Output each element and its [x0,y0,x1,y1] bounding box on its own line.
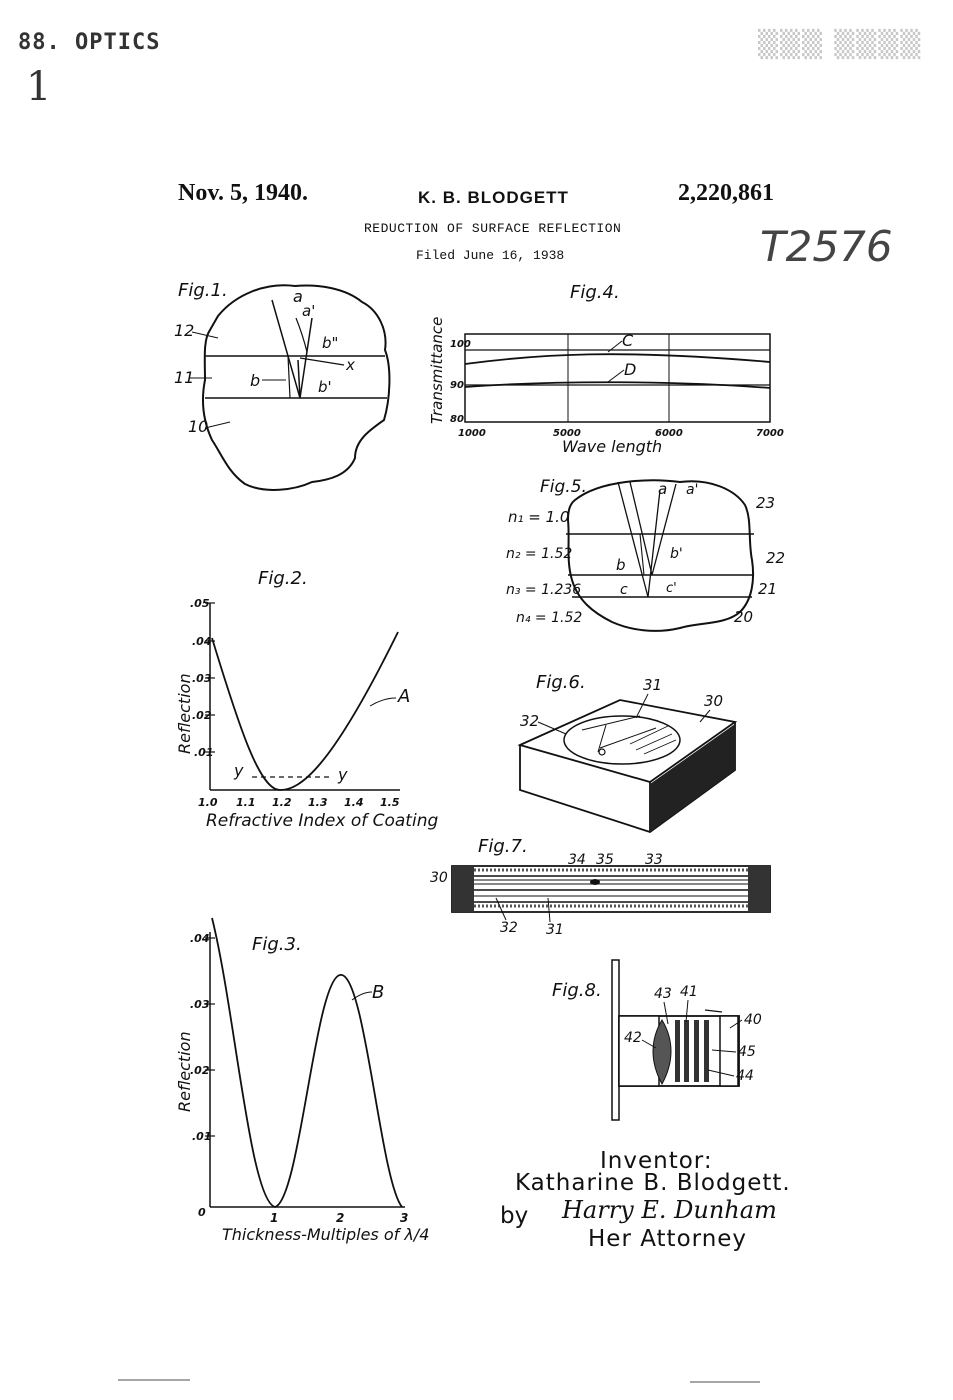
fig5-n4: n₄ = 1.52 [516,610,583,626]
fig7-label: Fig.7. [478,836,528,857]
patent-number: 2,220,861 [678,180,774,206]
fig4-xtick-5000: 5000 [553,428,581,439]
fig1-outline [203,285,389,490]
fig3-ytick-02: .02 [190,1064,210,1077]
fig2-xtick-1.3: 1.3 [308,796,328,809]
fig4-label: Fig.4. [570,282,620,303]
fig8-ref-42: 42 [624,1030,642,1046]
fig4-ylabel: Transmittance [428,316,446,424]
fig3 [175,918,429,1244]
inventor-label: Inventor: [600,1148,713,1174]
fig2-ytick-01: .01 [194,746,214,759]
fig3-curve-B [212,918,402,1207]
fig3-label-B: B [372,982,385,1003]
fig7-ref-35: 35 [596,852,614,868]
fig1-ref-10: 10 [188,417,209,436]
fig1-ray-b-prime: b' [318,378,332,396]
fig7 [430,836,770,938]
fig4-xlabel: Wave length [562,437,663,456]
fig1-ray-b-dprime: b" [322,334,339,352]
fig7-ref-32: 32 [500,920,518,936]
filed-date: Filed June 16, 1938 [416,248,565,263]
attorney-role: Her Attorney [588,1226,748,1252]
fig1-ray-a-prime: a' [302,302,316,320]
fig4-ytick-80: 80 [450,414,464,425]
fig5-ray-a-prime: a' [686,482,699,498]
attorney-signature: Harry E. Dunham [562,1196,777,1224]
fig1-ref-12: 12 [174,321,195,340]
fig7-ref-34: 34 [568,852,586,868]
fig2-ytick-02: .02 [192,709,212,722]
fig5-n1: n₁ = 1.0 [508,508,570,526]
fig5-ray-a: a [658,480,668,498]
fig8-label: Fig.8. [552,980,602,1001]
fig6 [520,672,735,832]
fig3-xlabel: Thickness-Multiples of λ/4 [222,1225,430,1244]
classification-number: 1 [26,64,52,110]
fig8 [552,960,762,1120]
fig6-ref-31: 31 [643,676,663,694]
fig8-ref-41: 41 [680,984,698,1000]
fig2-label-A: A [398,686,411,707]
fig3-xtick-0: 0 [198,1206,206,1219]
fig1-ray-a: a [293,287,303,306]
fig3-xtick-3: 3 [400,1211,409,1225]
fig4-curve-C [465,354,770,364]
by-label: by [500,1203,529,1229]
fig8-ref-45: 45 [738,1044,756,1060]
fig4-ytick-90: 90 [450,380,464,391]
fig5-ray-c-prime: c' [666,581,677,596]
fig8-ref-40: 40 [744,1012,762,1028]
fig2-marker-y-right: y [338,765,348,784]
fig7-ref-31: 31 [546,922,564,938]
fig2-xtick-1.4: 1.4 [344,796,364,809]
fig1-label: Fig.1. [178,280,228,301]
fig5-ray-b-prime: b' [670,546,683,562]
fig1-ray-b: b [250,371,261,390]
fig2-marker-y-left: y [234,761,244,780]
fig7-ref-33: 33 [645,852,663,868]
fig1-ray-x: x [346,356,355,374]
patent-title: REDUCTION OF SURFACE REFLECTION [364,221,622,236]
fig2-xlabel: Refractive Index of Coating [206,811,439,831]
fig5-n2: n₂ = 1.52 [506,546,573,562]
fig3-xtick-1: 1 [270,1211,279,1225]
fig2-ytick-05: .05 [190,597,210,610]
fig5-ref-20: 20 [734,608,754,626]
fig3-ytick-04: .04 [190,932,210,945]
fig6-label: Fig.6. [536,672,586,693]
fig3-ytick-01: .01 [192,1130,212,1143]
fig2-label: Fig.2. [258,568,308,589]
fig2-ylabel: Reflection [175,673,194,754]
faded-stamp: ▒▒▒ ▒▒▒▒ [758,30,923,60]
fig4-xtick-7000: 7000 [756,428,784,439]
fig5-label: Fig.5. [540,477,587,497]
fig4-ytick-100: 100 [450,339,471,350]
fig4-label-D: D [624,360,637,379]
fig5 [506,477,785,631]
fig2-xtick-1.2: 1.2 [272,796,292,809]
fig1-ref-11: 11 [174,368,195,387]
fig4-xtick-1000: 1000 [458,428,486,439]
fig6-ref-30: 30 [704,692,724,710]
fig2 [175,568,438,831]
fig6-ref-32: 32 [520,712,540,730]
fig3-ylabel: Reflection [175,1031,194,1112]
fig2-xtick-1.0: 1.0 [198,796,218,809]
fig8-ref-44: 44 [736,1068,754,1084]
handwritten-note: T2576 [760,222,893,271]
fig2-xtick-1.5: 1.5 [380,796,400,809]
fig5-ref-21: 21 [758,580,778,598]
fig2-ytick-04: .04 [192,635,212,648]
fig3-ytick-03: .03 [190,998,210,1011]
fig2-xtick-1.1: 1.1 [236,796,256,809]
fig3-label: Fig.3. [252,934,302,955]
fig7-ref-30: 30 [430,870,448,886]
fig5-ray-b: b [616,556,626,574]
fig4-label-C: C [622,331,634,350]
fig1 [174,280,389,490]
inventor-name: Katharine B. Blodgett. [515,1170,791,1196]
fig8-ref-43: 43 [654,986,672,1002]
classification-stamp: 88. OPTICS [18,30,161,55]
fig5-ref-23: 23 [756,494,776,512]
fig5-n3: n₃ = 1.236 [506,582,582,598]
fig3-xtick-2: 2 [336,1211,345,1225]
fig5-ray-c: c [620,582,628,598]
fig2-ytick-03: .03 [192,672,212,685]
fig4 [428,282,784,456]
patent-date: Nov. 5, 1940. [178,180,309,206]
inventor-header: K. B. BLODGETT [418,188,569,207]
fig5-outline [568,480,753,631]
fig5-ref-22: 22 [766,549,786,567]
fig4-xtick-6000: 6000 [655,428,683,439]
